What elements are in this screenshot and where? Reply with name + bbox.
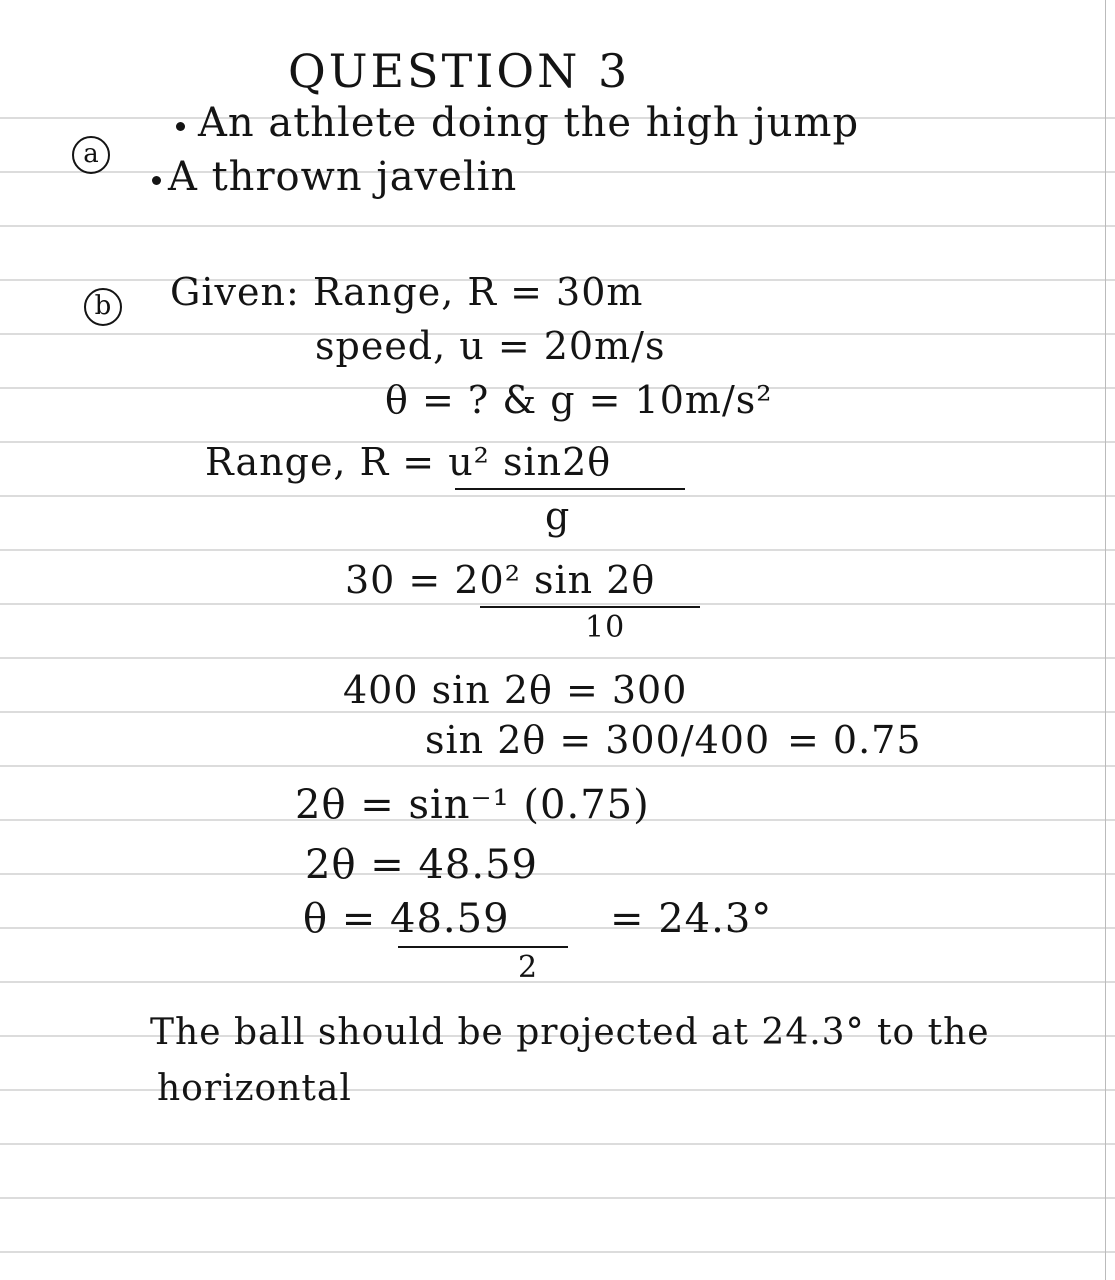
bullet-icon — [176, 122, 185, 131]
bullet-icon — [152, 176, 161, 185]
range-formula: Range, R = u² sin2θ — [205, 440, 612, 484]
step-2-result: = 0.75 — [787, 718, 922, 762]
step-5-result: = 24.3° — [610, 896, 773, 942]
fraction-bar — [455, 488, 685, 490]
conclusion-line-1: The ball should be projected at 24.3° to the — [150, 1012, 990, 1053]
unknowns-line: θ = ? & g = 10m/s² — [385, 378, 773, 422]
step-5: θ = 48.59 — [303, 896, 510, 942]
part-a-marker: a — [72, 136, 110, 174]
given-line: Given: Range, R = 30m — [170, 270, 644, 314]
range-formula-denominator: g — [545, 494, 571, 538]
conclusion-line-2: horizontal — [157, 1068, 352, 1109]
step-5-denominator: 2 — [518, 950, 539, 985]
step-3: 2θ = sin⁻¹ (0.75) — [295, 782, 650, 828]
page-title: QUESTION 3 — [288, 44, 631, 98]
step-2: sin 2θ = 300/400 — [425, 718, 771, 762]
answer-a-item-1: An athlete doing the high jump — [198, 100, 860, 146]
speed-line: speed, u = 20m/s — [315, 324, 666, 368]
step-1: 400 sin 2θ = 300 — [343, 668, 688, 712]
step-4: 2θ = 48.59 — [305, 842, 538, 888]
margin-line — [1105, 0, 1106, 1280]
fraction-bar — [398, 946, 568, 948]
fraction-bar — [480, 606, 700, 608]
substitution-line: 30 = 20² sin 2θ — [345, 558, 656, 602]
substitution-denominator: 10 — [585, 610, 626, 645]
part-b-marker: b — [84, 288, 122, 326]
answer-a-item-2: A thrown javelin — [168, 154, 518, 200]
